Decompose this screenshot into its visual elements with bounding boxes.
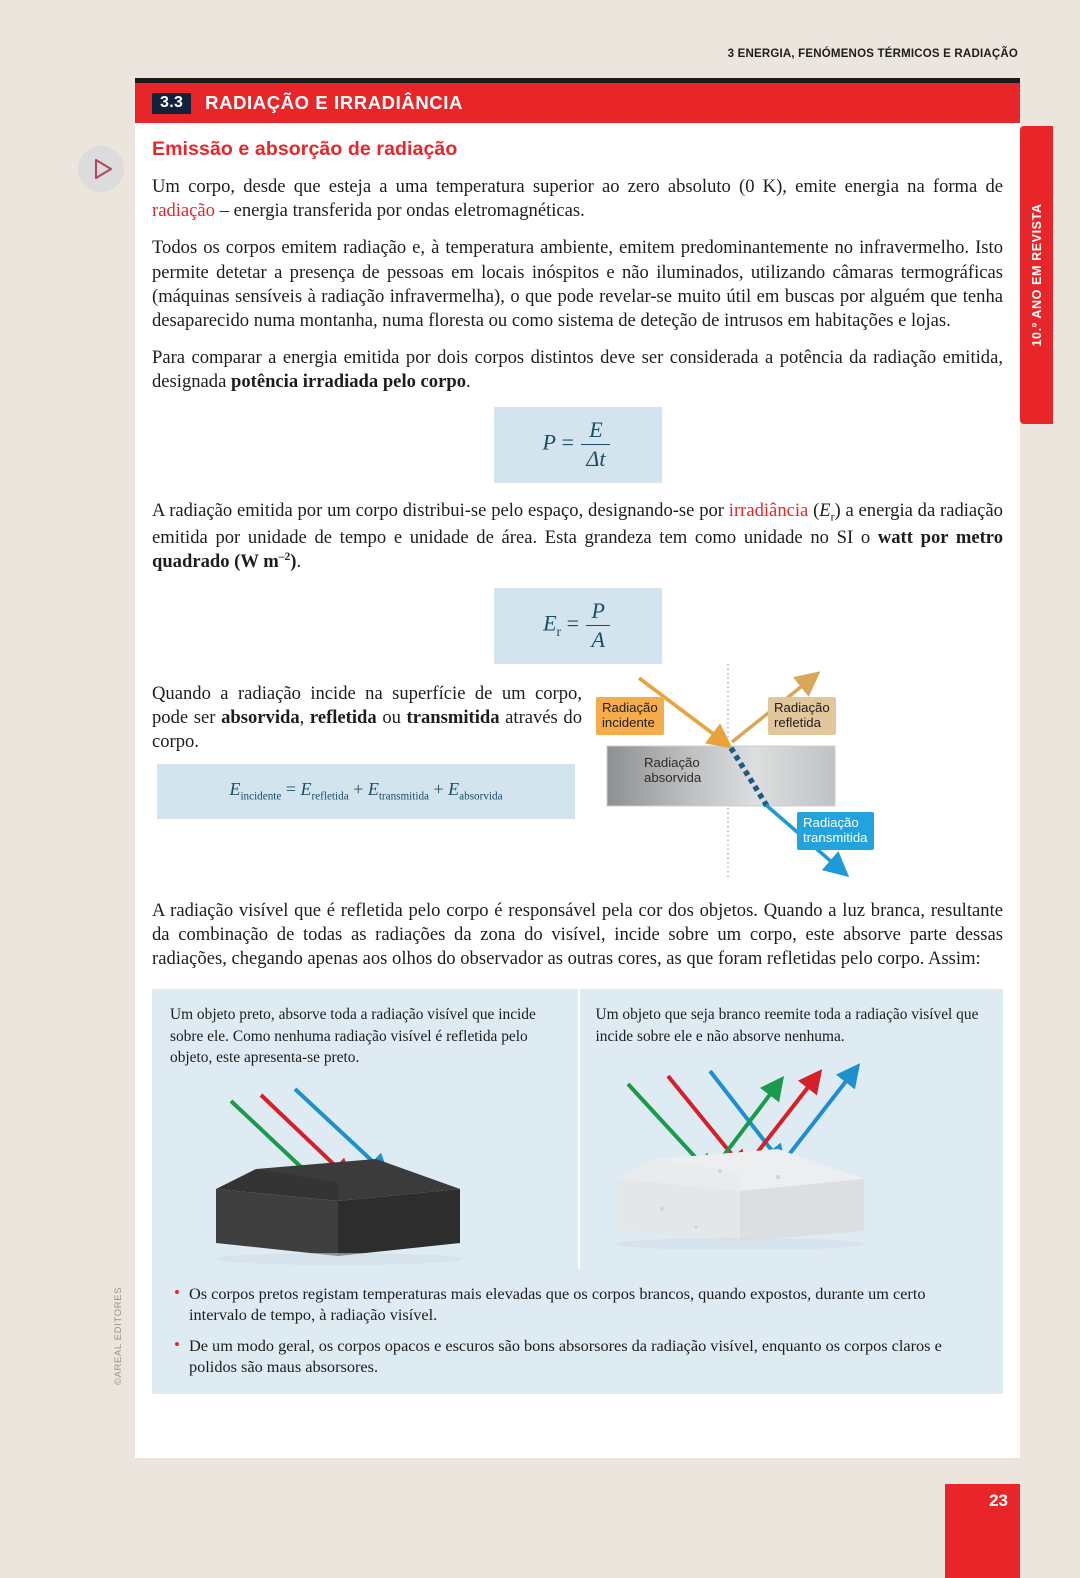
p5-part-a: Quando a radiação incide na superfície de um corpo, pode ser <box>152 682 582 728</box>
formula-power-lhs: P <box>542 429 556 455</box>
notes-list <box>172 1283 983 1378</box>
page-number: 23 <box>989 1491 1008 1510</box>
p4-bold-unit-close: ) <box>290 551 297 573</box>
section-number-badge: 3.3 <box>152 93 191 114</box>
p4-variable-E: E <box>819 500 831 522</box>
label-incident-radiation <box>596 697 664 735</box>
label-transmitted-line2: transmitida <box>803 830 868 846</box>
keyword-radiacao: radiação <box>152 200 215 222</box>
label-absorbed-line2: absorvida <box>644 770 702 786</box>
label-transmitted-radiation <box>797 812 874 850</box>
side-tab-ano-em-revista <box>1020 126 1053 424</box>
paragraph-4 <box>152 499 1003 574</box>
white-cube-illustration <box>596 1047 986 1247</box>
formula-energy-balance <box>157 764 575 819</box>
paragraph-3 <box>152 346 1003 394</box>
p3-bold-term: potência irradiada pelo corpo <box>231 371 466 393</box>
eb-term-2: E <box>300 779 312 800</box>
formula-irradiance-lhs-subscript: r <box>556 623 562 639</box>
formula-irradiance-denominator: A <box>586 625 609 653</box>
eb-term-4: E <box>448 779 460 800</box>
paragraph-5 <box>152 682 582 755</box>
p4-part-a: A radiação emitida por um corpo distribui-se pelo espaço, designando-se por <box>152 500 729 522</box>
p5-sep-1: , <box>299 706 310 728</box>
paragraph-2: Todos os corpos emitem radiação e, à temperatura ambiente, emitem predominantemente no infravermelho. Isto permite detetar a presença de pessoas em locais inóspitos e não iluminados, utilizando câmaras termográficas (máquinas sensíveis à radiação infravermelha), o que pode revelar-se muito útil em buscas por alguém que tenha desaparecido numa montanha, numa floresta ou como sistema de deteção de intrusos em habitações e lojas. <box>152 237 1003 331</box>
black-cube-illustration <box>170 1069 560 1269</box>
formula-irradiance-numerator: P <box>591 597 605 623</box>
radiation-interaction-diagram <box>594 660 924 885</box>
subheading: Emissão e absorção de radiação <box>152 138 458 160</box>
p4-part-b: ( <box>808 500 820 522</box>
content-column <box>152 138 1003 1394</box>
formula-irradiance-equals: = <box>566 610 579 636</box>
eb-term-1-subscript: incidente <box>240 790 282 803</box>
side-tab-label: 10.º ANO EM REVISTA <box>1029 203 1044 347</box>
running-head-number: 3 <box>727 48 735 60</box>
panel-white-object <box>578 989 1004 1269</box>
eb-term-4-subscript: absorvida <box>459 790 503 803</box>
label-reflected-radiation <box>768 697 836 735</box>
eb-plus-2: + <box>433 779 444 800</box>
paragraph-6: A radiação visível que é refletida pelo corpo é responsável pela cor dos objetos. Quando a luz branca, resultante da combinação de todas as radiações da zona do visível, incide sobre um corpo, este absorve parte dessas radiações, chegando apenas aos olhos do observador as outras cores, as que foram refletidas pelo corpo. Assim: <box>152 899 1003 969</box>
formula-power-fraction <box>581 417 610 472</box>
label-absorbed-line1: Radiação <box>644 754 700 770</box>
p5-bold-absorvida: absorvida <box>221 706 300 728</box>
p5-bold-transmitida: transmitida <box>406 706 500 728</box>
eb-term-3-subscript: transmitida <box>378 790 430 803</box>
running-head <box>728 48 1018 60</box>
formula-irradiance <box>494 588 662 664</box>
formula-power <box>494 407 662 483</box>
compare-panels <box>152 989 1003 1269</box>
reflection-section <box>152 682 1003 885</box>
notes-box <box>152 1269 1003 1394</box>
page-number-block <box>945 1484 1020 1578</box>
label-reflected-line2: refletida <box>774 715 821 731</box>
p5-bold-refletida: refletida <box>309 706 377 728</box>
panel-white-text: Um objeto que seja branco reemite toda a radiação visível que incide sobre ele e não absorve nenhuma. <box>595 1006 979 1045</box>
note-item-2: • De um modo geral, os corpos opacos e escuros são bons absorsores da radiação visível, enquanto os corpos claros e polidos são maus absorsores. <box>172 1335 983 1378</box>
eb-term-3: E <box>367 779 379 800</box>
p4-variable-subscript: r <box>830 512 835 525</box>
panel-black-text: Um objeto preto, absorve toda a radiação visível que incide sobre ele. Como nenhuma radiação visível é refletida pelo objeto, este apresenta-se preto. <box>170 1006 536 1067</box>
p1-part-b: – energia transferida por ondas eletromagnéticas. <box>214 200 585 222</box>
formula-irradiance-fraction <box>586 598 609 653</box>
label-incident-line1: Radiação <box>602 699 658 715</box>
publisher-credit: ©AREAL EDITORES <box>112 1286 123 1385</box>
paragraph-1 <box>152 175 1003 223</box>
eb-term-2-subscript: refletida <box>311 790 349 803</box>
eb-plus-1: + <box>353 779 364 800</box>
p4-bold-exponent: –2 <box>278 551 291 564</box>
label-reflected-line1: Radiação <box>774 699 830 715</box>
p4-part-c: ) a energia da radiação emitida por unidade de tempo e unidade de área. Esta grandeza tem como unidade no SI o <box>152 500 1003 549</box>
formula-irradiance-lhs: E <box>543 610 557 636</box>
keyword-irradiancia: irradiância <box>728 500 809 522</box>
p5-sep-2: ou <box>376 706 407 728</box>
note-item-1: • Os corpos pretos registam temperaturas mais elevadas que os corpos brancos, quando expostos, durante um certo intervalo de tempo, à radiação visível. <box>172 1283 983 1326</box>
eb-equals: = <box>285 779 296 800</box>
formula-power-equals: = <box>561 429 574 455</box>
label-transmitted-line1: Radiação <box>803 814 859 830</box>
page-sheet <box>135 78 1020 1458</box>
section-title: RADIAÇÃO E IRRADIÂNCIA <box>205 92 463 113</box>
label-incident-line2: incidente <box>602 715 655 731</box>
p1-part-a: Um corpo, desde que esteja a uma temperatura superior ao zero absoluto (0 K), emite energia na forma de <box>152 176 1003 197</box>
formula-power-denominator: Δt <box>581 444 610 472</box>
section-header-bar <box>135 83 1020 123</box>
p4-part-d: . <box>296 551 302 573</box>
running-head-text: ENERGIA, FENÓMENOS TÉRMICOS E RADIAÇÃO <box>737 48 1018 60</box>
formula-power-numerator: E <box>589 417 603 443</box>
label-absorbed-radiation <box>638 752 707 790</box>
eb-term-1: E <box>229 779 241 800</box>
p4-bold-unit: watt por metro quadrado (W m <box>152 527 1003 573</box>
play-video-icon[interactable] <box>78 146 124 192</box>
panel-black-object <box>152 989 578 1269</box>
p3-part-b: . <box>466 371 471 393</box>
reflection-text-column <box>152 682 582 885</box>
p5-part-d: através do corpo. <box>152 706 583 752</box>
p3-part-a: Para comparar a energia emitida por dois corpos distintos deve ser considerada a potência da radiação emitida, designada <box>152 347 1003 393</box>
